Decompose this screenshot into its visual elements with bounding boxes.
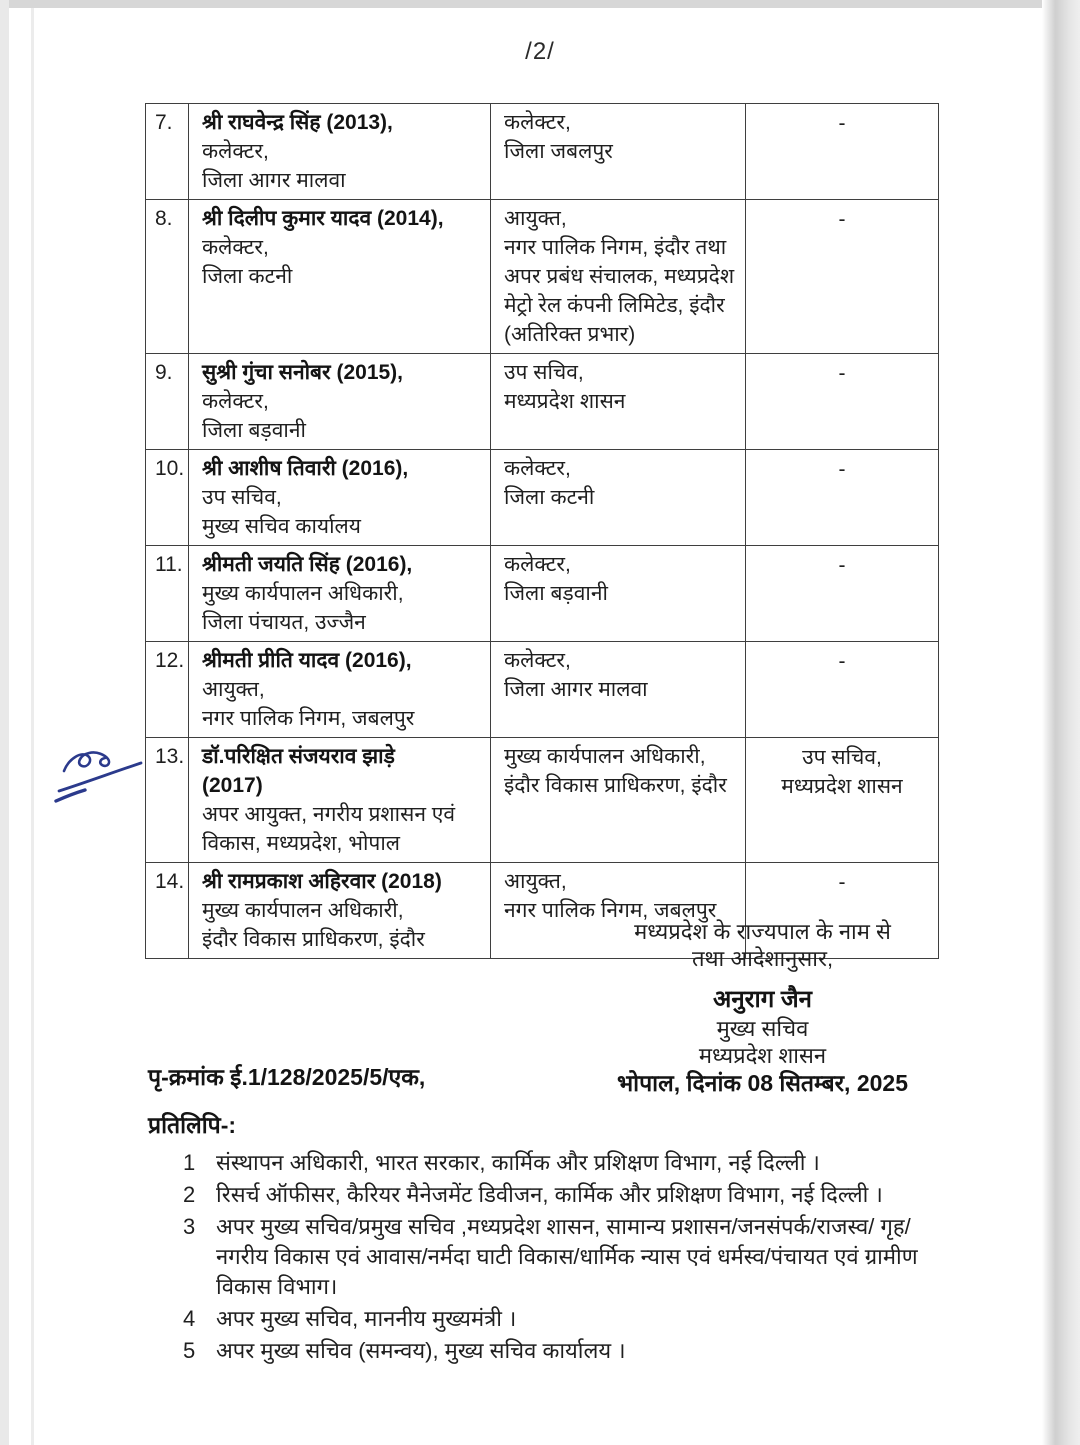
copy-item-number: 5 bbox=[183, 1338, 196, 1363]
new-posting-line: आयुक्त, bbox=[504, 870, 567, 893]
officer-current-post-line: कलेक्टर, bbox=[202, 390, 269, 413]
signature-scribble bbox=[64, 752, 109, 771]
officer-current-post-line: कलेक्टर, bbox=[202, 140, 269, 163]
additional-charge-line: - bbox=[838, 554, 846, 577]
officer-current-post-line: नगर पालिक निगम, जबलपुर bbox=[202, 707, 415, 730]
copy-item-text: रिसर्च ऑफीसर, कैरियर मैनेजमेंट डिवीजन, कार्मिक और प्रशिक्षण विभाग, नई दिल्ली । bbox=[216, 1182, 883, 1207]
officer-name-line: (2017) bbox=[202, 774, 263, 797]
scan-fold-line bbox=[31, 8, 34, 1445]
signature-block bbox=[590, 918, 935, 1097]
additional-charge-line: - bbox=[838, 208, 846, 231]
cell-additional-charge bbox=[746, 738, 939, 863]
signatory-government: मध्यप्रदेश शासन bbox=[698, 1043, 827, 1068]
new-posting-line: कलेक्टर, bbox=[504, 553, 571, 576]
additional-charge-line: मध्यप्रदेश शासन bbox=[781, 775, 903, 798]
copy-item-text: संस्थापन अधिकारी, भारत सरकार, कार्मिक और प्रशिक्षण विभाग, नई दिल्ली । bbox=[216, 1150, 820, 1175]
new-posting-line: नगर पालिक निगम, जबलपुर bbox=[504, 899, 717, 922]
page-number: /2/ bbox=[525, 38, 555, 65]
copy-item-number: 4 bbox=[183, 1306, 196, 1331]
cell-additional-charge bbox=[746, 642, 939, 738]
cell-officer-details bbox=[189, 354, 491, 450]
officer-current-post-line: इंदौर विकास प्राधिकरण, इंदौर bbox=[202, 928, 425, 951]
officer-current-post-line: मुख्य सचिव कार्यालय bbox=[202, 515, 361, 538]
cell-serial-number: 7. bbox=[146, 104, 189, 200]
cell-additional-charge bbox=[746, 546, 939, 642]
officer-name-line: श्रीमती प्रीति यादव (2016), bbox=[202, 649, 412, 672]
handwritten-signature-mark bbox=[52, 744, 148, 804]
cell-serial-number: 10. bbox=[146, 450, 189, 546]
cell-officer-details bbox=[189, 450, 491, 546]
officer-current-post-line: जिला कटनी bbox=[202, 265, 293, 288]
officer-name-line: डॉ.परिक्षित संजयराव झाड़े bbox=[202, 745, 395, 768]
additional-charge-line: - bbox=[838, 650, 846, 673]
table-row bbox=[146, 104, 939, 200]
additional-charge-line: - bbox=[838, 871, 846, 894]
new-posting-line: आयुक्त, bbox=[504, 207, 567, 230]
officer-name-line: श्री रामप्रकाश अहिरवार (2018) bbox=[202, 870, 442, 893]
cell-officer-details bbox=[189, 546, 491, 642]
officer-current-post-line: विकास, मध्यप्रदेश, भोपाल bbox=[202, 832, 401, 855]
signatory-name: अनुराग जैन bbox=[713, 986, 812, 1013]
cell-additional-charge bbox=[746, 450, 939, 546]
table-row bbox=[146, 546, 939, 642]
new-posting-line: कलेक्टर, bbox=[504, 649, 571, 672]
cell-new-posting bbox=[491, 200, 746, 354]
copy-list-item bbox=[183, 1336, 951, 1366]
copy-list bbox=[183, 1148, 951, 1368]
officer-current-post-line: जिला पंचायत, उज्जैन bbox=[202, 611, 366, 634]
cell-officer-details bbox=[189, 104, 491, 200]
cell-new-posting bbox=[491, 738, 746, 863]
signatory-designation: मुख्य सचिव bbox=[716, 1016, 809, 1041]
place-date-line: भोपाल, दिनांक 08 सितम्बर, 2025 bbox=[616, 1070, 909, 1096]
new-posting-line: मुख्य कार्यपालन अधिकारी, bbox=[504, 745, 706, 768]
officer-current-post-line: उप सचिव, bbox=[202, 486, 282, 509]
new-posting-line: जिला बड़वानी bbox=[504, 582, 608, 605]
copy-item-text: अपर मुख्य सचिव/प्रमुख सचिव ,मध्यप्रदेश शासन, सामान्य प्रशासन/जनसंपर्क/राजस्व/ गृह/नगरीय विकास एवं आवास/नर्मदा घाटी विकास/धार्मिक न्यास एवं धर्मस्व/पंचायत एवं ग्रामीण विकास विभाग। bbox=[216, 1214, 918, 1299]
officer-current-post-line: अपर आयुक्त, नगरीय प्रशासन एवं bbox=[202, 803, 456, 826]
new-posting-line: इंदौर विकास प्राधिकरण, इंदौर bbox=[504, 774, 727, 797]
new-posting-line: मध्यप्रदेश शासन bbox=[504, 390, 626, 413]
cell-additional-charge bbox=[746, 200, 939, 354]
cell-new-posting bbox=[491, 642, 746, 738]
authority-line-2: तथा आदेशानुसार, bbox=[691, 946, 834, 971]
table-row bbox=[146, 200, 939, 354]
cell-officer-details bbox=[189, 642, 491, 738]
cell-new-posting bbox=[491, 546, 746, 642]
table-row bbox=[146, 450, 939, 546]
cell-serial-number: 12. bbox=[146, 642, 189, 738]
new-posting-line: उप सचिव, bbox=[504, 361, 584, 384]
copy-section-heading: प्रतिलिपि-: bbox=[148, 1112, 237, 1138]
copy-list-item bbox=[183, 1180, 951, 1210]
new-posting-line: जिला कटनी bbox=[504, 486, 595, 509]
table-row bbox=[146, 354, 939, 450]
cell-serial-number: 13. bbox=[146, 738, 189, 863]
officer-name-line: श्रीमती जयति सिंह (2016), bbox=[202, 553, 413, 576]
new-posting-line: कलेक्टर, bbox=[504, 111, 571, 134]
cell-new-posting bbox=[491, 354, 746, 450]
cell-additional-charge bbox=[746, 104, 939, 200]
scan-edge-top bbox=[0, 0, 1080, 8]
new-posting-line: नगर पालिक निगम, इंदौर तथा bbox=[504, 236, 727, 259]
additional-charge-line: - bbox=[838, 112, 846, 135]
officer-current-post-line: मुख्य कार्यपालन अधिकारी, bbox=[202, 582, 404, 605]
officer-name-line: श्री आशीष तिवारी (2016), bbox=[202, 457, 409, 480]
new-posting-line: मेट्रो रेल कंपनी लिमिटेड, इंदौर bbox=[504, 294, 725, 317]
copy-item-text: अपर मुख्य सचिव (समन्वय), मुख्य सचिव कार्यालय । bbox=[216, 1338, 626, 1363]
cell-serial-number: 14. bbox=[146, 863, 189, 959]
transfer-order-table bbox=[145, 103, 939, 959]
copy-item-number: 3 bbox=[183, 1214, 196, 1239]
officer-name-line: श्री राघवेन्द्र सिंह (2013), bbox=[202, 111, 393, 134]
officer-name-line: सुश्री गुंचा सनोबर (2015), bbox=[202, 361, 404, 384]
additional-charge-line: उप सचिव, bbox=[802, 746, 882, 769]
reference-number-line: पृ-क्रमांक ई.1/128/2025/5/एक, bbox=[148, 1064, 426, 1090]
scan-edge-right bbox=[1042, 0, 1080, 1445]
table-body bbox=[146, 104, 939, 959]
cell-additional-charge bbox=[746, 354, 939, 450]
cell-serial-number: 11. bbox=[146, 546, 189, 642]
table-row bbox=[146, 738, 939, 863]
cell-officer-details bbox=[189, 738, 491, 863]
officer-current-post-line: जिला बड़वानी bbox=[202, 419, 306, 442]
copy-item-number: 1 bbox=[183, 1150, 196, 1175]
officer-current-post-line: आयुक्त, bbox=[202, 678, 265, 701]
new-posting-line: अपर प्रबंध संचालक, मध्यप्रदेश bbox=[504, 265, 735, 288]
table-row bbox=[146, 642, 939, 738]
new-posting-line: कलेक्टर, bbox=[504, 457, 571, 480]
copy-list-item bbox=[183, 1304, 951, 1334]
additional-charge-line: - bbox=[838, 362, 846, 385]
new-posting-line: जिला आगर मालवा bbox=[504, 678, 648, 701]
copy-list-item bbox=[183, 1148, 951, 1178]
new-posting-line: (अतिरिक्त प्रभार) bbox=[504, 323, 636, 346]
signature-stroke-long bbox=[59, 763, 141, 791]
additional-charge-line: - bbox=[838, 458, 846, 481]
cell-serial-number: 8. bbox=[146, 200, 189, 354]
cell-serial-number: 9. bbox=[146, 354, 189, 450]
copy-list-item bbox=[183, 1212, 951, 1302]
cell-officer-details bbox=[189, 200, 491, 354]
cell-officer-details bbox=[189, 863, 491, 959]
cell-new-posting bbox=[491, 450, 746, 546]
officer-name-line: श्री दिलीप कुमार यादव (2014), bbox=[202, 207, 444, 230]
officer-current-post-line: मुख्य कार्यपालन अधिकारी, bbox=[202, 899, 404, 922]
cell-new-posting bbox=[491, 104, 746, 200]
authority-line-1: मध्यप्रदेश के राज्यपाल के नाम से bbox=[634, 919, 891, 944]
officer-current-post-line: कलेक्टर, bbox=[202, 236, 269, 259]
copy-item-text: अपर मुख्य सचिव, माननीय मुख्यमंत्री । bbox=[216, 1306, 517, 1331]
scan-edge-left bbox=[0, 0, 9, 1445]
copy-item-number: 2 bbox=[183, 1182, 196, 1207]
officer-current-post-line: जिला आगर मालवा bbox=[202, 169, 346, 192]
new-posting-line: जिला जबलपुर bbox=[504, 140, 613, 163]
